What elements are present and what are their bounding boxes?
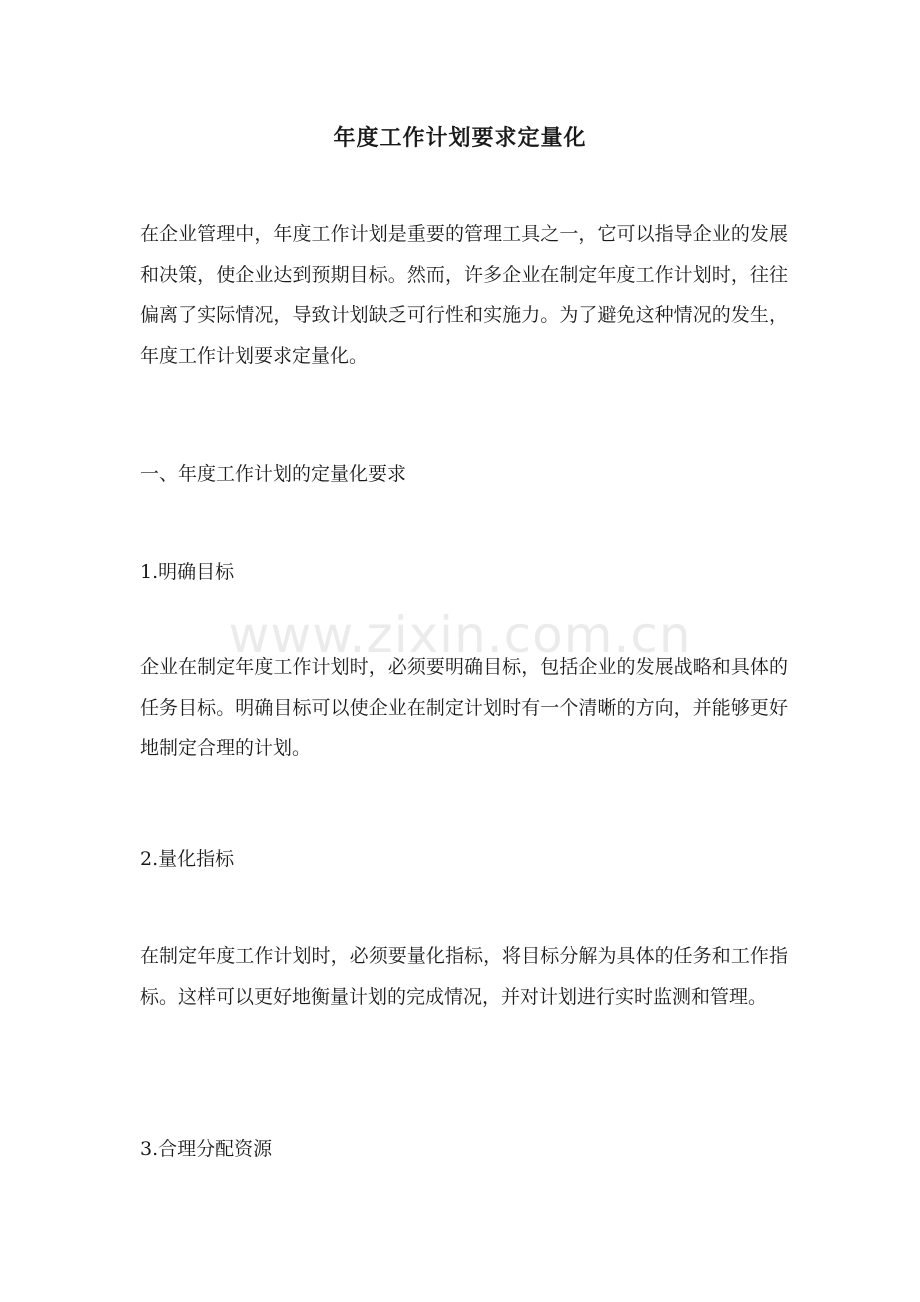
- watermark-text: www.zixin.com.cn: [228, 606, 692, 664]
- document-title: 年度工作计划要求定量化: [333, 125, 587, 151]
- item-1-heading: 1.明确目标: [140, 561, 235, 583]
- section-heading: 一、年度工作计划的定量化要求: [140, 463, 407, 485]
- item-2-heading: 2.量化指标: [140, 848, 235, 870]
- item-1-paragraph: 企业在制定年度工作计划时，必须要明确目标，包括企业的发展战略和具体的任务目标。明确目标可以使企业在制定计划时有一个清晰的方向，并能够更好地制定合理的计划。: [140, 656, 788, 759]
- item-3-heading: 3.合理分配资源: [140, 1138, 273, 1160]
- item-2-paragraph: 在制定年度工作计划时，必须要量化指标，将目标分解为具体的任务和工作指标。这样可以更好地衡量计划的完成情况，并对计划进行实时监测和管理。: [140, 945, 788, 1008]
- intro-paragraph: 在企业管理中，年度工作计划是重要的管理工具之一，它可以指导企业的发展和决策，使企业达到预期目标。然而，许多企业在制定年度工作计划时，往往偏离了实际情况，导致计划缺乏可行性和实施力。为了避免这种情况的发生，年度工作计划要求定量化。: [140, 223, 788, 367]
